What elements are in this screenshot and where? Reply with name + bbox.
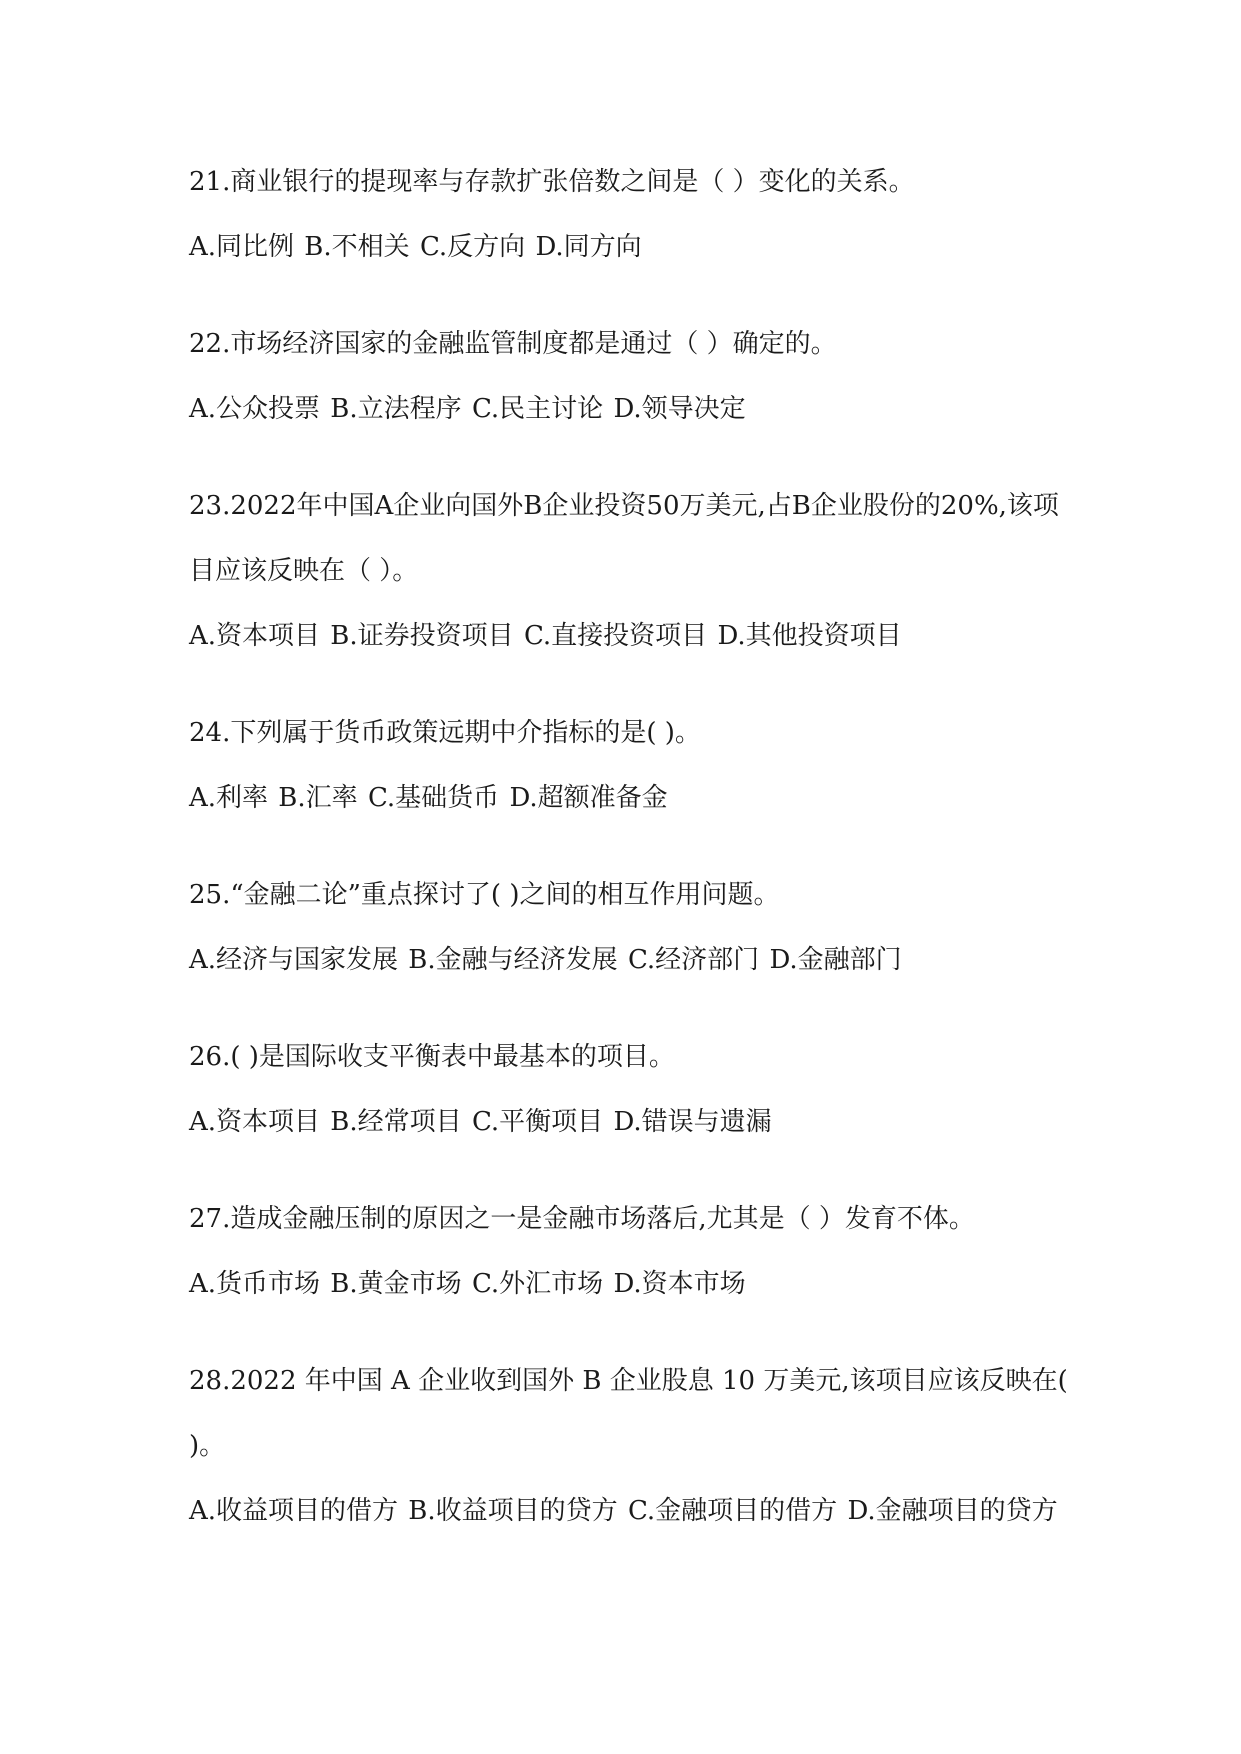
question-22 — [189, 312, 1069, 442]
question-stem: 27.造成金融压制的原因之一是金融市场落后,尤其是（ ）发育不体。 — [189, 1204, 975, 1234]
question-25 — [189, 863, 1069, 993]
question-options: A.公众投票 B.立法程序 C.民主讨论 D.领导决定 — [189, 394, 746, 424]
question-options: A.货币市场 B.黄金市场 C.外汇市场 D.资本市场 — [189, 1269, 746, 1299]
question-21 — [189, 150, 1069, 280]
question-options: A.资本项目 B.经常项目 C.平衡项目 D.错误与遗漏 — [189, 1107, 772, 1137]
question-24 — [189, 701, 1069, 831]
question-options: A.收益项目的借方 B.收益项目的贷方 C.金融项目的借方 D.金融项目的贷方 — [189, 1496, 1058, 1526]
question-options: A.利率 B.汇率 C.基础货币 D.超额准备金 — [189, 783, 668, 813]
question-options: A.资本项目 B.证券投资项目 C.直接投资项目 D.其他投资项目 — [189, 621, 902, 651]
question-26 — [189, 1025, 1069, 1155]
question-stem: 21.商业银行的提现率与存款扩张倍数之间是（ ）变化的关系。 — [189, 167, 915, 197]
question-stem: 25.“金融二论”重点探讨了( )之间的相互作用问题。 — [189, 880, 780, 910]
question-list — [189, 150, 1069, 1576]
question-23 — [189, 474, 1069, 669]
question-stem: 23.2022年中国A企业向国外B企业投资50万美元,占B企业股份的20%,该项目应该反映在（ ）。 — [189, 491, 1059, 586]
question-28 — [189, 1349, 1069, 1544]
question-options: A.经济与国家发展 B.金融与经济发展 C.经济部门 D.金融部门 — [189, 945, 902, 975]
question-stem: 24.下列属于货币政策远期中介指标的是( )。 — [189, 718, 701, 748]
question-stem: 26.( )是国际收支平衡表中最基本的项目。 — [189, 1042, 675, 1072]
question-stem: 28.2022 年中国 A 企业收到国外 B 企业股息 10 万美元,该项目应该反映在( )。 — [189, 1366, 1068, 1461]
question-stem: 22.市场经济国家的金融监管制度都是通过（ ）确定的。 — [189, 329, 837, 359]
question-27 — [189, 1187, 1069, 1317]
question-options: A.同比例 B.不相关 C.反方向 D.同方向 — [189, 232, 642, 262]
